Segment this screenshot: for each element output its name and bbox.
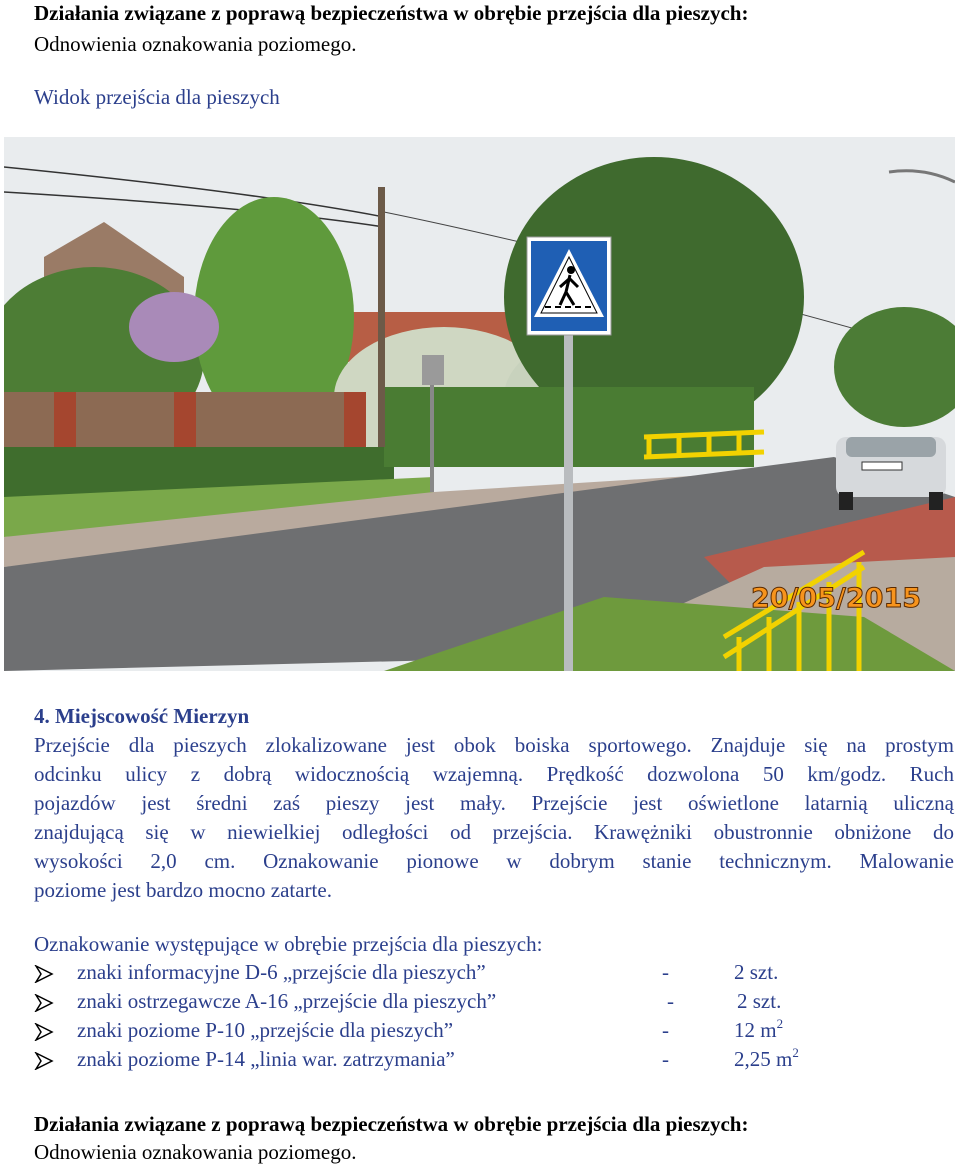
list-item-label: znaki ostrzegawcze A-16 „przejście dla pieszych” [77, 989, 497, 1013]
signs-intro: Oznakowanie występujące w obrębie przejścia dla pieszych: [34, 932, 543, 956]
list-item-label: znaki poziome P-10 „przejście dla pieszych” [77, 1018, 454, 1042]
list-item-dash: - [662, 960, 669, 984]
list-item-qty: 12 $m^2$ [734, 1016, 784, 1042]
photo-date-stamp: 20/05/2015 [751, 583, 922, 614]
bottom-heading: Działania związane z poprawą bezpieczeństwa w obrębie przejścia dla pieszych: [34, 1112, 749, 1136]
section-paragraph [34, 731, 954, 905]
top-heading: Działania związane z poprawą bezpieczeństwa w obrębie przejścia dla pieszych: [34, 1, 749, 25]
list-item-dash: - [662, 1018, 669, 1042]
list-item-dash: - [667, 989, 674, 1013]
list-item-qty: 2 szt. [734, 960, 779, 984]
paragraph-line: wysokości 2,0 cm. Oznakowanie pionowe w dobrym stanie technicznym. Malowanie [34, 849, 954, 873]
list-item-label: znaki informacyjne D-6 „przejście dla pieszych” [77, 960, 486, 984]
arrow-bullet-icon [34, 963, 54, 989]
paragraph-line: znajdującą się w niewielkiej odległości od przejścia. Krawężniki obustronnie obniżone do [34, 820, 954, 844]
photo-caption: Widok przejścia dla pieszych [34, 85, 280, 109]
paragraph-line: poziome jest bardzo mocno zatarte. [34, 878, 332, 902]
list-item-dash: - [662, 1047, 669, 1071]
list-item-qty: 2,25 $m^2$ [734, 1045, 799, 1071]
arrow-bullet-icon [34, 1021, 54, 1047]
list-item-label: znaki poziome P-14 „linia war. zatrzymania” [77, 1047, 455, 1071]
paragraph-line: odcinku ulicy z dobrą widocznością wzajemną. Prędkość dozwolona 50 km/godz. Ruch [34, 762, 954, 786]
paragraph-line: Przejście dla pieszych zlokalizowane jest obok boiska sportowego. Znajduje się na prostym [34, 733, 954, 757]
arrow-bullet-icon [34, 1050, 54, 1076]
list-item-qty: 2 szt. [737, 989, 782, 1013]
paragraph-line: pojazdów jest średni zaś pieszy jest mały. Przejście jest oświetlone latarnią uliczną [34, 791, 954, 815]
section-title: 4. Miejscowość Mierzyn [34, 704, 250, 728]
top-text: Odnowienia oznakowania poziomego. [34, 32, 357, 56]
arrow-bullet-icon [34, 992, 54, 1018]
pedestrian-crossing-sign-icon [527, 237, 611, 335]
crossing-photo [4, 137, 955, 671]
bottom-text: Odnowienia oznakowania poziomego. [34, 1140, 357, 1164]
